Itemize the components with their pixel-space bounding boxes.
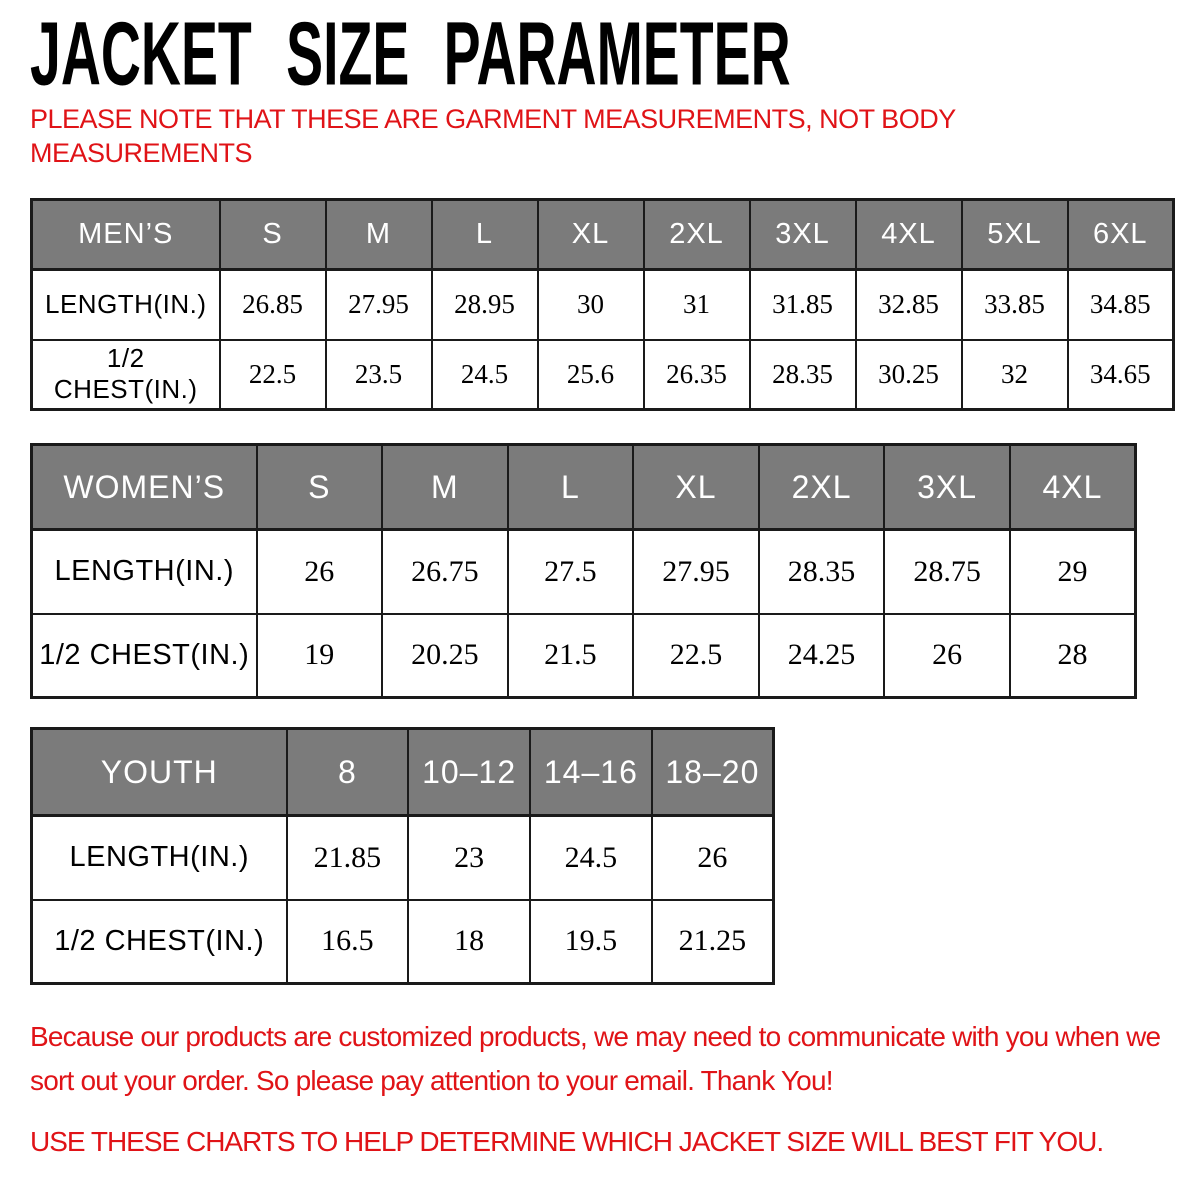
size-column-header: 6XL [1068,200,1174,270]
size-column-header: S [220,200,326,270]
measurement-value-cell: 32 [962,340,1068,410]
youth-size-table [30,727,1172,985]
table-row [32,900,774,984]
size-column-header: L [508,445,634,530]
measurement-value-cell: 26.35 [644,340,750,410]
measurement-value-cell: 31.85 [750,270,856,340]
measurement-value-cell: 27.95 [633,530,759,614]
measurement-value-cell: 27.5 [508,530,634,614]
measurement-value-cell: 26.85 [220,270,326,340]
measurement-row-label: LENGTH(IN.) [32,816,287,900]
table-row [32,340,1174,410]
measurement-row-label: 1/2 CHEST(IN.) [32,340,220,410]
table-header-row [32,729,774,816]
table-header-row [32,445,1136,530]
measurement-value-cell: 27.95 [326,270,432,340]
table-row [32,614,1136,698]
mens-table [30,198,1175,411]
measurement-row-label: LENGTH(IN.) [32,530,257,614]
size-column-header: 4XL [856,200,962,270]
table-row [32,816,774,900]
youth-table [30,727,775,985]
garment-measurement-note: PLEASE NOTE THAT THESE ARE GARMENT MEASUREMENTS, NOT BODY MEASUREMENTS [30,104,956,168]
measurement-value-cell: 22.5 [220,340,326,410]
size-column-header: 2XL [759,445,885,530]
size-column-header: XL [538,200,644,270]
measurement-row-label: 1/2 CHEST(IN.) [32,614,257,698]
size-column-header: 14–16 [530,729,652,816]
measurement-value-cell: 26 [652,816,774,900]
measurement-value-cell: 25.6 [538,340,644,410]
measurement-value-cell: 28 [1010,614,1136,698]
size-column-header: XL [633,445,759,530]
size-column-header: M [382,445,508,530]
womens-category-header: WOMEN’S [32,445,257,530]
measurement-value-cell: 19.5 [530,900,652,984]
measurement-value-cell: 24.5 [530,816,652,900]
measurement-value-cell: 30.25 [856,340,962,410]
measurement-value-cell: 28.35 [759,530,885,614]
measurement-value-cell: 31 [644,270,750,340]
measurement-value-cell: 22.5 [633,614,759,698]
measurement-value-cell: 26 [257,530,383,614]
measurement-value-cell: 24.25 [759,614,885,698]
measurement-value-cell: 16.5 [287,900,409,984]
customization-notice: Because our products are customized products, we may need to communicate with you when we sort out your order. So please pay attention to your email. Thank You! [30,1021,1161,1096]
measurement-value-cell: 20.25 [382,614,508,698]
measurement-value-cell: 28.35 [750,340,856,410]
measurement-row-label: LENGTH(IN.) [32,270,220,340]
size-column-header: L [432,200,538,270]
mens-size-table [30,198,1172,411]
measurement-value-cell: 24.5 [432,340,538,410]
measurement-value-cell: 21.5 [508,614,634,698]
size-column-header: 3XL [750,200,856,270]
measurement-value-cell: 26 [884,614,1010,698]
size-column-header: 4XL [1010,445,1136,530]
fit-guidance-note: USE THESE CHARTS TO HELP DETERMINE WHICH JACKET SIZE WILL BEST FIT YOU. [30,1126,1104,1157]
measurement-value-cell: 21.25 [652,900,774,984]
size-column-header: 5XL [962,200,1068,270]
size-column-header: 10–12 [408,729,530,816]
measurement-value-cell: 34.65 [1068,340,1174,410]
youth-category-header: YOUTH [32,729,287,816]
measurement-value-cell: 28.75 [884,530,1010,614]
size-column-header: S [257,445,383,530]
measurement-value-cell: 23 [408,816,530,900]
page-title: JACKET SIZE PARAMETER [30,2,791,104]
size-column-header: 8 [287,729,409,816]
mens-category-header: MEN’S [32,200,220,270]
measurement-value-cell: 28.95 [432,270,538,340]
measurement-value-cell: 26.75 [382,530,508,614]
womens-table [30,443,1137,699]
size-column-header: M [326,200,432,270]
table-header-row [32,200,1174,270]
measurement-row-label: 1/2 CHEST(IN.) [32,900,287,984]
size-column-header: 18–20 [652,729,774,816]
size-column-header: 2XL [644,200,750,270]
measurement-value-cell: 23.5 [326,340,432,410]
measurement-value-cell: 34.85 [1068,270,1174,340]
measurement-value-cell: 32.85 [856,270,962,340]
measurement-value-cell: 30 [538,270,644,340]
table-row [32,270,1174,340]
measurement-value-cell: 18 [408,900,530,984]
size-column-header: 3XL [884,445,1010,530]
measurement-value-cell: 29 [1010,530,1136,614]
measurement-value-cell: 21.85 [287,816,409,900]
table-row [32,530,1136,614]
measurement-value-cell: 19 [257,614,383,698]
measurement-value-cell: 33.85 [962,270,1068,340]
womens-size-table [30,443,1172,699]
